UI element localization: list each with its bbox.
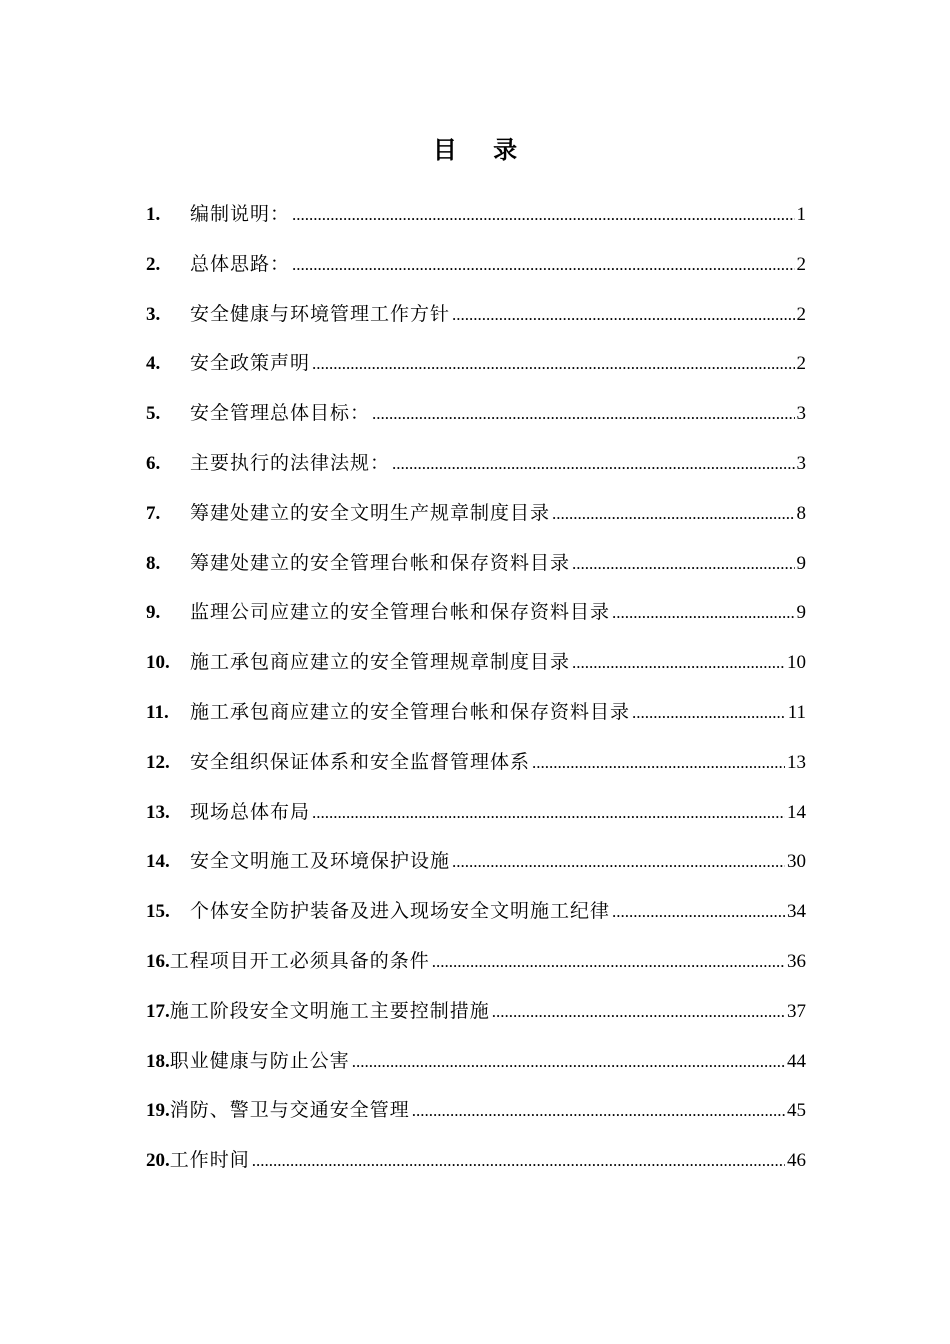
toc-entry-number: 3. [146,303,161,325]
toc-entry-text: 工作时间 [169,1149,250,1172]
toc-entry[interactable] [146,795,806,845]
toc-entry[interactable] [146,994,806,1044]
toc-entry-number: 10. [146,652,170,674]
toc-entry-number: 15. [146,901,170,923]
toc-entry-number: 16. [146,950,170,972]
toc-entry[interactable] [146,496,806,546]
toc-entry-page: 13 [787,751,806,773]
toc-dot-leader [492,995,785,1029]
toc-entry-number: 6. [146,452,161,474]
toc-entry-page: 3 [796,403,806,425]
toc-dot-leader [412,1094,785,1128]
toc-entry[interactable] [146,944,806,994]
toc-entry-number: 1. [146,204,161,225]
toc-dot-leader [632,696,786,730]
toc-entry-page: 44 [787,1050,806,1072]
toc-entry-number: 20. [146,1150,170,1172]
toc-entry-page: 14 [787,801,806,823]
toc-entry-text: 施工承包商应建立的安全管理规章制度目录 [190,651,571,674]
toc-entry[interactable] [146,645,806,695]
toc-dot-leader [572,547,794,581]
toc-entry-text: 安全文明施工及环境保护设施 [190,850,451,873]
toc-entry-page: 9 [796,602,806,624]
toc-dot-leader [312,347,794,381]
toc-entry-text: 个体安全防护装备及进入现场安全文明施工纪律 [190,900,611,923]
toc-dot-leader [552,497,794,531]
toc-dot-leader [392,447,794,481]
toc-entry-text: 安全健康与环境管理工作方针 [190,302,451,325]
toc-entry-text: 现场总体布局 [190,800,311,823]
toc-entry-text: 监理公司应建立的安全管理台帐和保存资料目录 [190,601,611,624]
toc-entry-number: 11. [146,701,169,723]
toc-dot-leader [612,895,785,929]
toc-entry-text: 主要执行的法律法规： [190,451,391,474]
toc-dot-leader [572,646,785,680]
toc-entry-text: 消防、警卫与交通安全管理 [169,1099,410,1122]
toc-entry-page: 3 [796,452,806,474]
toc-entry-text: 总体思路： [190,252,291,275]
toc-dot-leader [532,746,785,780]
toc-entry-page: 2 [796,253,806,275]
toc-entry-number: 18. [146,1050,170,1072]
toc-dot-leader [352,1045,785,1079]
toc-entry-page: 2 [796,303,806,325]
toc-entry[interactable] [146,396,806,446]
toc-entry-number: 5. [146,403,161,425]
toc-entry[interactable] [146,894,806,944]
toc-entry-number: 2. [146,253,161,275]
toc-entry-number: 9. [146,602,161,624]
toc-entry-page: 8 [796,502,806,524]
toc-entry-page: 10 [787,652,806,674]
toc-entry-page: 34 [787,901,806,923]
toc-entry[interactable] [146,844,806,894]
toc-entry-number: 17. [146,1000,170,1022]
toc-entry-text: 编制说明： [190,203,291,225]
toc-entry[interactable] [146,297,806,347]
toc-dot-leader [252,1144,785,1178]
toc-dot-leader [452,298,794,332]
toc-dot-leader [292,248,794,282]
toc-entry-page: 1 [796,204,806,225]
toc-entry[interactable] [146,595,806,645]
toc-dot-leader [432,945,785,979]
toc-entry-text: 筹建处建立的安全文明生产规章制度目录 [190,501,551,524]
toc-entry-text: 施工承包商应建立的安全管理台帐和保存资料目录 [190,700,631,723]
toc-entry-page: 37 [787,1000,806,1022]
toc-list [146,197,806,1193]
toc-entry-text: 施工阶段安全文明施工主要控制措施 [169,999,490,1022]
toc-entry-text: 安全政策声明 [190,352,311,375]
toc-entry[interactable] [146,197,806,247]
toc-entry-text: 安全组织保证体系和安全监督管理体系 [190,750,531,773]
toc-entry-page: 30 [787,851,806,873]
toc-entry[interactable] [146,1044,806,1094]
toc-entry-text: 安全管理总体目标： [190,402,371,425]
toc-entry-number: 14. [146,851,170,873]
toc-entry[interactable] [146,745,806,795]
toc-entry-page: 36 [787,950,806,972]
toc-entry[interactable] [146,1143,806,1193]
toc-entry-page: 9 [796,552,806,574]
toc-entry-text: 筹建处建立的安全管理台帐和保存资料目录 [190,551,571,574]
toc-entry[interactable] [146,695,806,745]
toc-entry-number: 12. [146,751,170,773]
toc-dot-leader [312,796,785,830]
toc-dot-leader [452,845,785,879]
toc-entry[interactable] [146,1093,806,1143]
toc-entry[interactable] [146,346,806,396]
toc-entry-number: 8. [146,552,161,574]
toc-entry-page: 2 [796,353,806,375]
toc-entry-number: 19. [146,1100,170,1122]
toc-dot-leader [372,397,794,431]
toc-entry-text: 职业健康与防止公害 [169,1049,350,1072]
toc-entry[interactable] [146,247,806,297]
toc-entry-number: 4. [146,353,161,375]
toc-entry[interactable] [146,446,806,496]
toc-entry-number: 13. [146,801,170,823]
toc-dot-leader [292,198,794,232]
toc-entry[interactable] [146,546,806,596]
toc-entry-text: 工程项目开工必须具备的条件 [169,949,430,972]
toc-entry-number: 7. [146,502,161,524]
toc-dot-leader [612,596,794,630]
toc-entry-page: 45 [787,1100,806,1122]
toc-title: 目 录 [432,135,532,164]
toc-entry-page: 11 [787,701,806,723]
toc-entry-page: 46 [787,1150,806,1172]
